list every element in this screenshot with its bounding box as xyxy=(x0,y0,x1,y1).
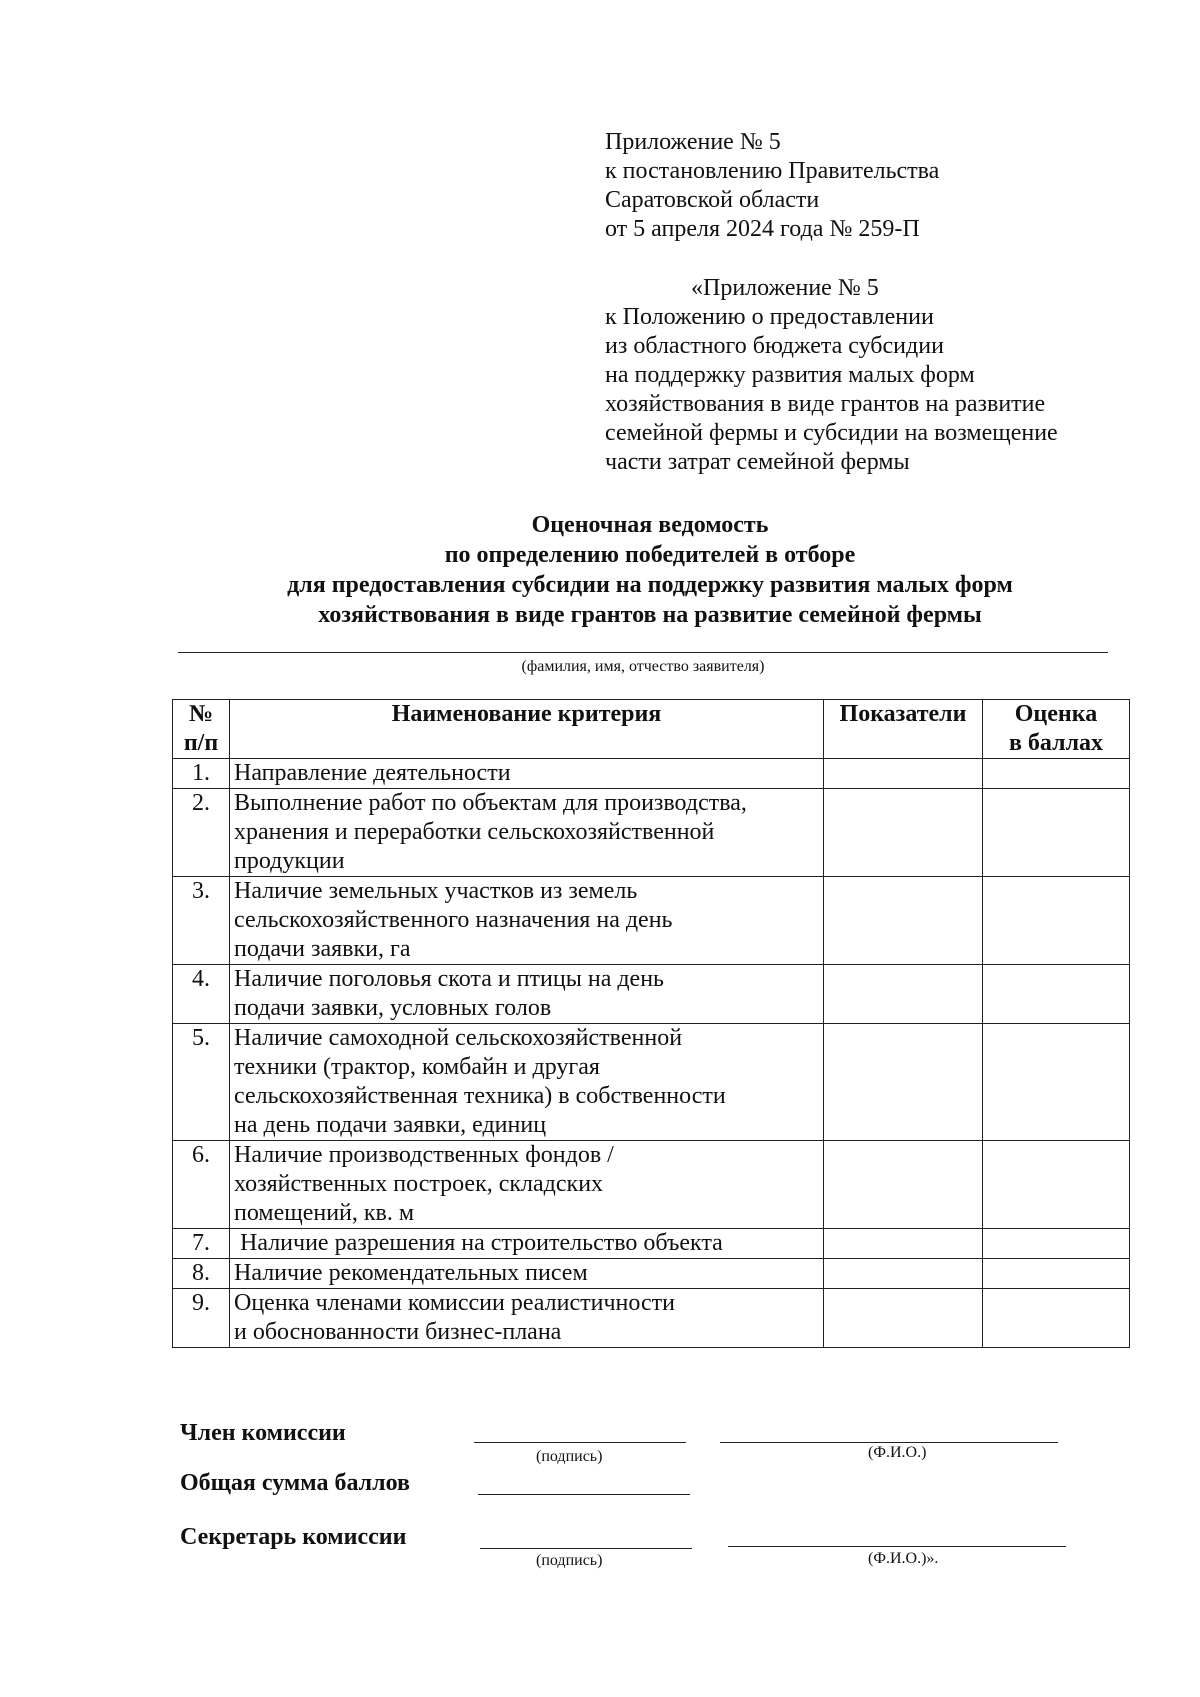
row-number: 9. xyxy=(173,1289,230,1348)
header-line: Приложение № 5 xyxy=(605,129,781,155)
header-line: Саратовской области xyxy=(605,187,820,213)
signature-caption: (подпись) xyxy=(536,1448,603,1465)
header2-line: из областного бюджета субсидии xyxy=(605,333,944,359)
criterion-line: техники (трактор, комбайн и другая xyxy=(234,1054,600,1080)
criterion-line: Наличие поголовья скота и птицы на день xyxy=(234,966,664,992)
title-line: хозяйствования в виде грантов на развитие семейной фермы xyxy=(318,602,982,628)
col-header-indicators: Показатели xyxy=(824,700,983,759)
member-fio-line[interactable] xyxy=(720,1442,1058,1443)
criterion-line: подачи заявки, га xyxy=(234,936,411,962)
regulation-header xyxy=(605,274,1058,477)
row-number: 4. xyxy=(173,965,230,1024)
criterion-line: Наличие разрешения на строительство объекта xyxy=(234,1230,723,1256)
header2-line: к Положению о предоставлении xyxy=(605,304,934,330)
criterion-line: Направление деятельности xyxy=(234,760,511,786)
header2-line: семейной фермы и субсидии на возмещение xyxy=(605,420,1058,446)
col-header-score-line: в баллах xyxy=(1008,730,1104,756)
title-line: для предоставления субсидии на поддержку развития малых форм xyxy=(287,572,1013,598)
criterion-line: подачи заявки, условных голов xyxy=(234,995,552,1021)
criterion-name xyxy=(230,1259,824,1289)
row-number: 5. xyxy=(173,1024,230,1141)
fio-caption: (Ф.И.О.) xyxy=(868,1444,927,1461)
score-cell[interactable] xyxy=(983,1229,1130,1259)
score-cell[interactable] xyxy=(983,1289,1130,1348)
criterion-line: хранения и переработки сельскохозяйственной xyxy=(234,819,715,845)
header2-line: на поддержку развития малых форм xyxy=(605,362,975,388)
criterion-name xyxy=(230,1024,824,1141)
score-cell[interactable] xyxy=(983,1024,1130,1141)
total-score-line[interactable] xyxy=(478,1494,690,1495)
indicator-cell[interactable] xyxy=(824,877,983,965)
criterion-line: Наличие самоходной сельскохозяйственной xyxy=(234,1025,683,1051)
criterion-name xyxy=(230,877,824,965)
applicant-name-line[interactable] xyxy=(178,652,1108,653)
table-row xyxy=(173,877,1130,965)
criterion-line: Выполнение работ по объектам для производства, xyxy=(234,790,747,816)
indicator-cell[interactable] xyxy=(824,965,983,1024)
score-cell[interactable] xyxy=(983,877,1130,965)
criteria-body xyxy=(173,759,1130,1348)
signature-caption: (подпись) xyxy=(536,1552,603,1569)
col-header-score xyxy=(983,700,1130,759)
table-row xyxy=(173,965,1130,1024)
member-label: Член комиссии xyxy=(180,1420,346,1446)
criteria-table xyxy=(172,699,1130,1348)
indicator-cell[interactable] xyxy=(824,759,983,789)
document-title xyxy=(170,510,1130,630)
criterion-name xyxy=(230,789,824,877)
criterion-line: на день подачи заявки, единиц xyxy=(234,1112,547,1138)
applicant-caption: (фамилия, имя, отчество заявителя) xyxy=(521,658,765,675)
criterion-line: продукции xyxy=(234,848,345,874)
col-header-num xyxy=(173,700,230,759)
col-header-num-line: № xyxy=(188,701,214,727)
row-number: 6. xyxy=(173,1141,230,1229)
criterion-line: Наличие рекомендательных писем xyxy=(234,1260,588,1286)
row-number: 3. xyxy=(173,877,230,965)
header-line: от 5 апреля 2024 года № 259-П xyxy=(605,216,920,242)
table-row xyxy=(173,759,1130,789)
indicator-cell[interactable] xyxy=(824,1024,983,1141)
fio-caption-final: (Ф.И.О.)». xyxy=(868,1550,939,1567)
criterion-line: помещений, кв. м xyxy=(234,1200,415,1226)
table-header-row xyxy=(173,700,1130,759)
table-row xyxy=(173,1141,1130,1229)
col-header-score-line: Оценка xyxy=(1014,701,1098,727)
header-line: к постановлению Правительства xyxy=(605,158,940,184)
score-cell[interactable] xyxy=(983,965,1130,1024)
row-number: 2. xyxy=(173,789,230,877)
secretary-signature-line[interactable] xyxy=(480,1548,692,1549)
appendix-header xyxy=(605,128,939,244)
row-number: 8. xyxy=(173,1259,230,1289)
score-cell[interactable] xyxy=(983,1259,1130,1289)
header2-line: «Приложение № 5 xyxy=(691,275,879,301)
criterion-name xyxy=(230,1229,824,1259)
table-row xyxy=(173,789,1130,877)
member-signature-line[interactable] xyxy=(474,1442,686,1443)
row-number: 1. xyxy=(173,759,230,789)
total-score-label: Общая сумма баллов xyxy=(180,1470,410,1496)
indicator-cell[interactable] xyxy=(824,1141,983,1229)
score-cell[interactable] xyxy=(983,1141,1130,1229)
criterion-name xyxy=(230,759,824,789)
title-line: Оценочная ведомость xyxy=(531,512,769,538)
criterion-name xyxy=(230,1289,824,1348)
criterion-line: и обоснованности бизнес-плана xyxy=(234,1319,562,1345)
criterion-name xyxy=(230,965,824,1024)
criterion-line: Оценка членами комиссии реалистичности xyxy=(234,1290,675,1316)
criterion-line: сельскохозяйственного назначения на день xyxy=(234,907,673,933)
score-cell[interactable] xyxy=(983,789,1130,877)
header2-line: части затрат семейной фермы xyxy=(605,449,910,475)
criterion-line: Наличие производственных фондов / xyxy=(234,1142,614,1168)
secretary-label: Секретарь комиссии xyxy=(180,1524,407,1550)
criterion-line: хозяйственных построек, складских xyxy=(234,1171,604,1197)
table-row xyxy=(173,1229,1130,1259)
score-cell[interactable] xyxy=(983,759,1130,789)
col-header-name: Наименование критерия xyxy=(230,700,824,759)
indicator-cell[interactable] xyxy=(824,1229,983,1259)
header2-line: хозяйствования в виде грантов на развитие xyxy=(605,391,1046,417)
table-row xyxy=(173,1024,1130,1141)
title-line: по определению победителей в отборе xyxy=(444,542,856,568)
criterion-name xyxy=(230,1141,824,1229)
secretary-fio-line[interactable] xyxy=(728,1546,1066,1547)
table-row xyxy=(173,1289,1130,1348)
criterion-line: Наличие земельных участков из земель xyxy=(234,878,638,904)
table-row xyxy=(173,1259,1130,1289)
indicator-cell[interactable] xyxy=(824,1289,983,1348)
indicator-cell[interactable] xyxy=(824,1259,983,1289)
col-header-num-line: п/п xyxy=(183,730,219,756)
row-number: 7. xyxy=(173,1229,230,1259)
criterion-line: сельскохозяйственная техника) в собственности xyxy=(234,1083,726,1109)
indicator-cell[interactable] xyxy=(824,789,983,877)
